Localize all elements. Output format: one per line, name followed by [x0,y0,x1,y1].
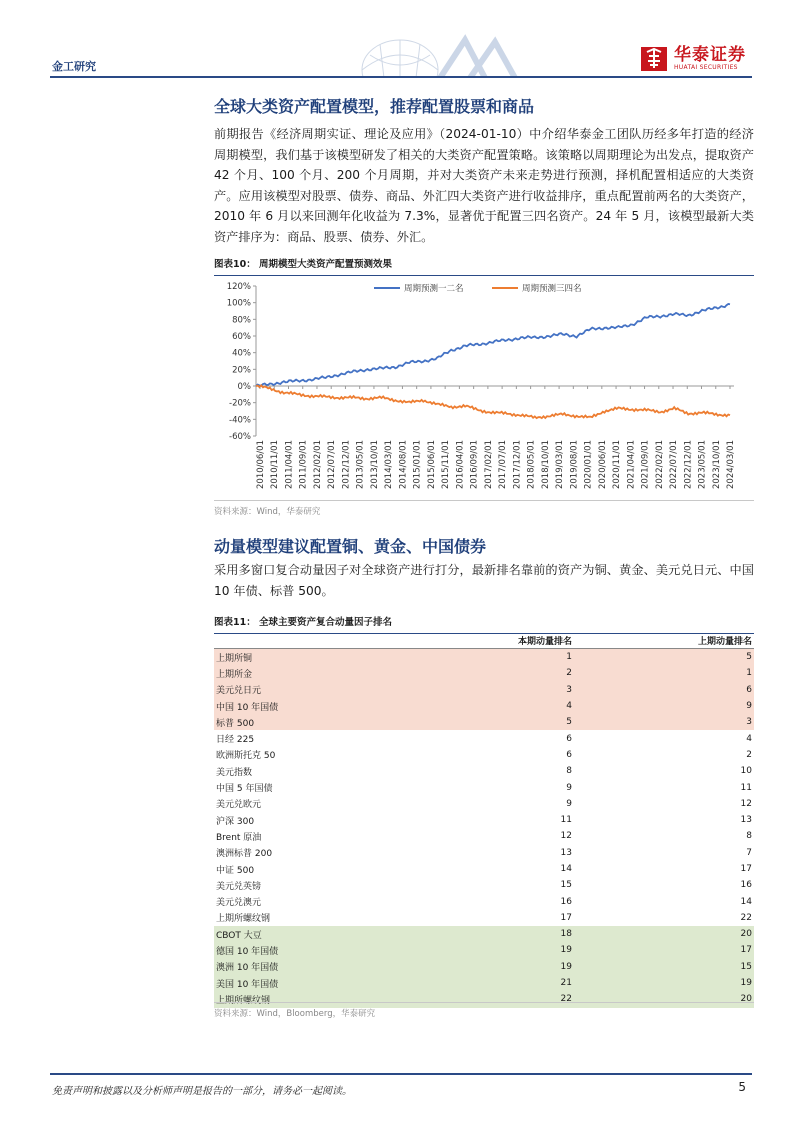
asset-name-cell: 美国 10 年国债 [216,979,279,990]
table-row [214,747,754,763]
table-row [214,714,754,730]
asset-name-cell: CBOT 大豆 [216,930,262,941]
x-tick-label: 2018/10/01 [540,440,551,489]
previous-rank-cell: 3 [746,717,752,728]
x-tick-label: 2020/01/01 [583,440,594,489]
table-row [214,942,754,958]
section-title-momentum: 动量模型建议配置铜、黄金、中国债券 [214,537,487,556]
previous-rank-cell: 14 [740,896,752,907]
table-row [214,910,754,926]
header-current-rank: 本期动量排名 [517,636,572,647]
table-row [214,730,754,746]
y-tick-label: 20% [232,365,251,376]
figure10-caption: 图表10： 周期模型大类资产配置预测效果 [214,256,754,276]
y-tick-label: 100% [226,298,251,309]
previous-rank-cell: 22 [740,912,752,923]
current-rank-cell: 4 [566,701,572,712]
x-tick-label: 2014/08/01 [398,440,409,489]
previous-rank-cell: 7 [746,847,752,858]
previous-rank-cell: 5 [746,652,752,663]
current-rank-cell: 9 [566,798,572,809]
footer-divider [50,1073,752,1075]
table-row [214,682,754,698]
previous-rank-cell: 19 [740,978,752,989]
x-tick-label: 2018/05/01 [526,440,537,489]
current-rank-cell: 5 [566,717,572,728]
current-rank-cell: 6 [566,733,572,744]
current-rank-cell: 19 [560,945,572,956]
cycle-model-chart [214,278,754,498]
section-label: 金工研究 [52,60,96,73]
previous-rank-cell: 17 [740,864,752,874]
x-tick-label: 2015/06/01 [426,440,437,489]
asset-name-cell: 美元指数 [216,767,253,778]
previous-rank-cell: 16 [740,880,752,891]
asset-name-cell: 中国 10 年国债 [216,702,279,713]
current-rank-cell: 2 [566,668,572,679]
asset-name-cell: 美元兑欧元 [216,800,262,811]
current-rank-cell: 1 [566,652,572,663]
momentum-paragraph: 采用多窗口复合动量因子对全球资产进行打分，最新排名靠前的资产为铜、黄金、美元兑日元、中国 10 年债、标普 500。 [214,563,754,598]
table-row [214,893,754,909]
previous-rank-cell: 12 [740,798,752,809]
y-tick-label: -60% [229,432,251,442]
asset-name-cell: 美元兑澳元 [216,898,262,909]
figure10-source: 资料来源：Wind，华泰研究 [214,500,754,517]
current-rank-cell: 15 [560,880,572,891]
legend-label-2: 周期预测三四名 [522,284,582,294]
previous-rank-cell: 1 [746,668,752,679]
current-rank-cell: 3 [566,684,572,695]
table-row [214,779,754,795]
y-tick-label: 60% [232,332,251,342]
y-tick-label: -40% [229,415,251,426]
table-row [214,877,754,893]
x-tick-label: 2023/10/01 [711,440,722,489]
asset-name-cell: 标普 500 [216,718,255,729]
x-tick-label: 2012/02/01 [312,440,323,489]
current-rank-cell: 16 [560,896,572,907]
asset-name-cell: 美元兑日元 [216,686,262,697]
y-tick-label: 80% [232,315,251,326]
x-tick-label: 2011/09/01 [298,440,309,489]
page-number: 5 [738,1080,746,1094]
table-body [214,649,754,1008]
x-tick-label: 2019/03/01 [555,440,566,489]
current-rank-cell: 12 [560,831,572,842]
current-rank-cell: 19 [560,961,572,972]
x-tick-label: 2022/02/01 [654,440,665,489]
header-previous-rank: 上期动量排名 [697,636,752,647]
x-tick-label: 2022/12/01 [683,439,694,489]
previous-rank-cell: 9 [746,701,752,712]
asset-name-cell: 德国 10 年国债 [216,946,279,957]
asset-name-cell: 沪深 300 [216,816,255,827]
x-tick-label: 2015/11/01 [441,440,452,489]
y-tick-label: 40% [232,348,251,359]
x-tick-label: 2014/03/01 [384,440,395,489]
asset-name-cell: 澳洲 10 年国债 [216,963,279,974]
x-tick-label: 2017/07/01 [498,440,509,489]
previous-rank-cell: 15 [740,961,752,972]
x-tick-label: 2021/04/01 [626,440,637,489]
momentum-ranking-table [214,632,754,1008]
previous-rank-cell: 8 [746,831,752,842]
previous-rank-cell: 6 [746,684,752,695]
figure11-caption: 图表11： 全球主要资产复合动量因子排名 [214,614,754,634]
asset-allocation-paragraph: 前期报告《经济周期实证、理论及应用》（2024-01-10）中介绍华泰金工团队历经多年打造的经济周期模型，我们基于该模型研发了相关的大类资产配置策略。该策略以周期理论为出发点，提取资产 42 个月、100 个月、200 个月周期，并对大类资产未来走势进行预测，择机配置相适应的大类资产。应用该模型对股票、债券、商品、外汇四大类资产进行收益排序，重点配置前两名的大类资产，2010 年 6 月以来回测年化收益为 7.3%，显著优于配置三四名资产。24 年 5 月，该模型最新大类资产排序为：商品、股票、债券、外汇。 [214,127,754,244]
x-tick-label: 2023/05/01 [697,440,708,489]
previous-rank-cell: 2 [746,749,752,760]
section-title-asset-allocation: 全球大类资产配置模型，推荐配置股票和商品 [214,97,535,116]
table-row [214,796,754,812]
previous-rank-cell: 13 [740,815,752,826]
series-line-1 [256,304,730,386]
current-rank-cell: 11 [560,815,572,826]
x-tick-label: 2024/03/01 [726,440,736,489]
table-row [214,665,754,681]
asset-name-cell: 中国 5 年国债 [216,784,273,795]
table-row [214,812,754,828]
x-tick-label: 2010/11/01 [270,440,281,489]
asset-name-cell: 澳洲标普 200 [216,849,273,860]
asset-name-cell: 欧洲斯托克 50 [216,751,276,762]
x-tick-label: 2019/08/01 [569,440,580,489]
current-rank-cell: 18 [560,929,572,940]
x-tick-label: 2022/07/01 [669,440,680,489]
x-tick-label: 2020/06/01 [597,440,608,489]
previous-rank-cell: 11 [740,782,752,793]
table-row [214,959,754,975]
legend-label-1: 周期预测一二名 [404,284,464,294]
current-rank-cell: 6 [566,749,572,760]
x-tick-label: 2017/12/01 [512,440,523,489]
asset-name-cell: 上期所金 [216,669,253,680]
current-rank-cell: 9 [566,782,572,793]
current-rank-cell: 14 [560,864,572,874]
current-rank-cell: 13 [560,847,572,858]
asset-name-cell: 上期所螺纹钢 [216,995,271,1006]
previous-rank-cell: 17 [740,945,752,956]
table-row [214,975,754,991]
current-rank-cell: 22 [560,994,572,1005]
table-row [214,861,754,877]
x-tick-label: 2012/07/01 [327,440,338,489]
figure11-source: 资料来源：Wind，Bloomberg，华泰研究 [214,1002,754,1019]
y-tick-label: 0% [237,382,251,392]
brand-name-cn: 华泰证券 [674,45,746,65]
x-tick-label: 2020/11/01 [612,440,623,489]
y-tick-label: -20% [229,398,251,409]
asset-name-cell: 美元兑英镑 [216,881,262,892]
x-tick-label: 2010/06/01 [256,440,266,489]
previous-rank-cell: 10 [740,766,752,777]
previous-rank-cell: 20 [740,929,752,940]
huatai-logo-icon [640,46,668,72]
table-row [214,698,754,714]
x-tick-label: 2016/04/01 [455,440,466,489]
asset-name-cell: 日经 225 [216,735,255,746]
x-tick-label: 2012/12/01 [341,440,352,489]
header-divider [50,76,752,78]
current-rank-cell: 21 [560,978,572,989]
footer-disclaimer: 免责声明和披露以及分析师声明是报告的一部分，请务必一起阅读。 [52,1086,352,1097]
x-tick-label: 2017/02/01 [483,440,494,489]
x-tick-label: 2015/01/01 [412,440,423,489]
x-tick-label: 2011/04/01 [284,440,295,489]
x-tick-label: 2021/09/01 [640,440,651,489]
table-row [214,926,754,942]
table-row [214,828,754,844]
x-tick-label: 2016/09/01 [469,440,480,489]
table-row [214,845,754,861]
previous-rank-cell: 20 [740,994,752,1005]
brand-name-en: HUATAI SECURITIES [674,64,738,71]
x-tick-label: 2013/10/01 [369,440,380,489]
x-tick-label: 2013/05/01 [355,440,366,489]
current-rank-cell: 8 [566,766,572,777]
table-row [214,763,754,779]
asset-name-cell: 中证 500 [216,865,255,876]
brand-logo [640,46,746,72]
asset-name-cell: 上期所铜 [216,653,253,664]
current-rank-cell: 17 [560,912,572,923]
header-decoration [300,30,530,78]
previous-rank-cell: 4 [746,733,752,744]
series-line-2 [256,385,730,418]
table-row [214,649,754,665]
asset-name-cell: 上期所螺纹钢 [216,914,271,925]
asset-name-cell: Brent 原油 [216,832,262,843]
y-tick-label: 120% [226,282,251,292]
table-header [214,632,754,649]
